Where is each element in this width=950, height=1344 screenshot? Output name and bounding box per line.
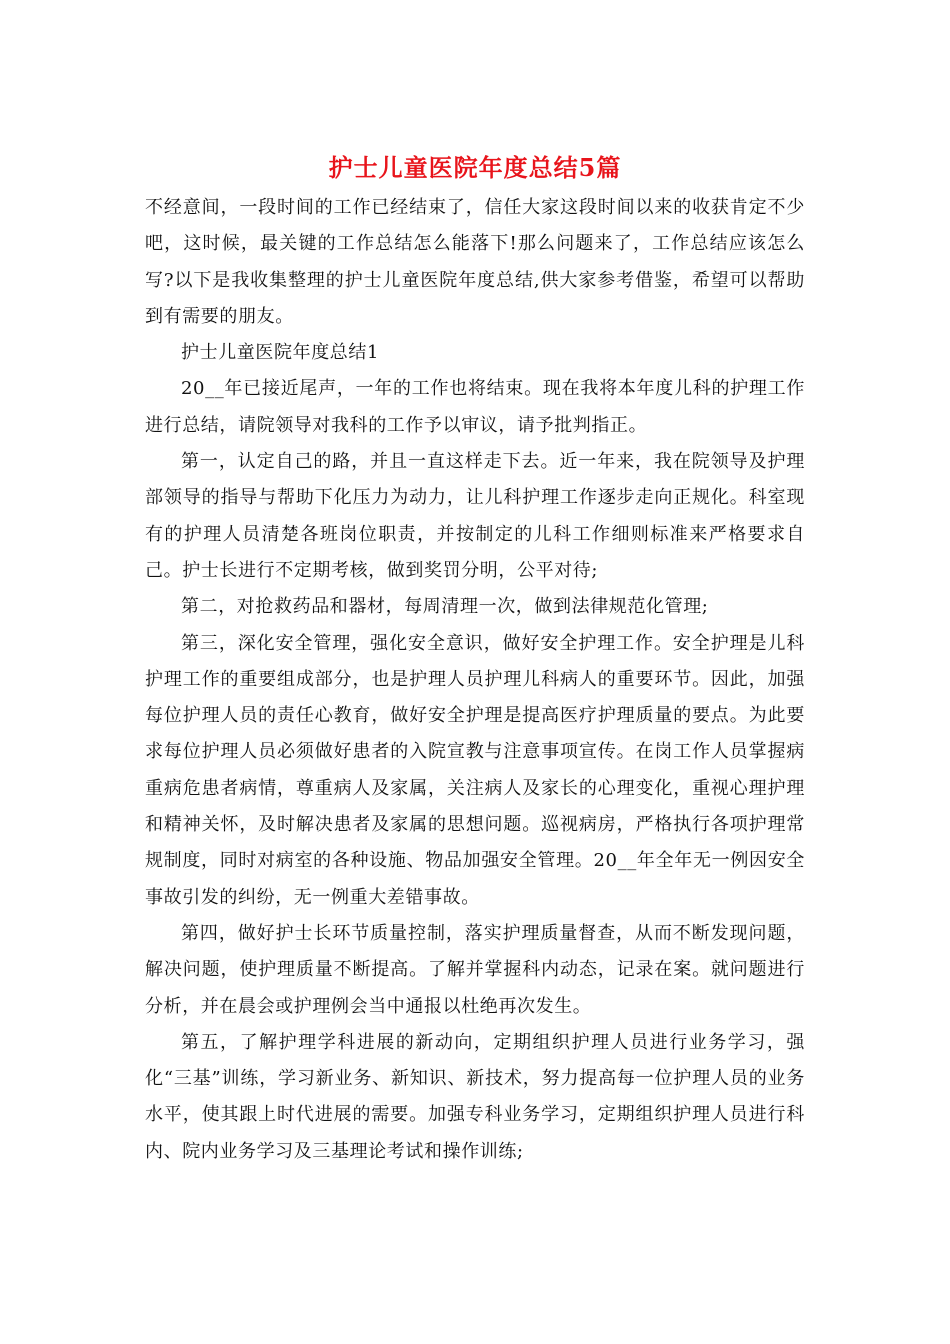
intro-paragraph: 不经意间，一段时间的工作已经结束了，信任大家这段时间以来的收获肯定不少吧，这时候，最关键的工作总结怎么能落下!那么问题来了，工作总结应该怎么写?以下是我收集整理的护士儿童医院年度总结,供大家参考借鉴，希望可以帮助到有需要的朋友。 — [145, 197, 805, 327]
paragraph-point-4: 第四，做好护士长环节质量控制，落实护理质量督查，从而不断发现问题，解决问题，使护理质量不断提高。了解并掌握科内动态，记录在案。就问题进行分析，并在晨会或护理例会当中通报以杜绝再次发生。 — [145, 922, 805, 1017]
section-heading-1: 护士儿童医院年度总结1 — [181, 342, 380, 364]
paragraph-overview: 20__年已接近尾声，一年的工作也将结束。现在我将本年度儿科的护理工作进行总结，请院领导对我科的工作予以审议，请予批判指正。 — [145, 378, 805, 436]
paragraph-point-3: 第三，深化安全管理，强化安全意识，做好安全护理工作。安全护理是儿科护理工作的重要组成部分，也是护理人员护理儿科病人的重要环节。因此，加强每位护理人员的责任心教育，做好安全护理是提高医疗护理质量的要点。为此要求每位护理人员必须做好患者的入院宣教与注意事项宣传。在岗工作人员掌握病重病危患者病情，尊重病人及家属，关注病人及家长的心理变化，重视心理护理和精神关怀，及时解决患者及家属的思想问题。巡视病房，严格执行各项护理常规制度，同时对病室的各种设施、物品加强安全管理。20__年全年无一例因安全事故引发的纠纷，无一例重大差错事故。 — [145, 632, 805, 908]
paragraph-point-5: 第五，了解护理学科进展的新动向，定期组织护理人员进行业务学习，强化“三基”训练，学习新业务、新知识、新技术，努力提高每一位护理人员的业务水平，使其跟上时代进展的需要。加强专科业务学习，定期组织护理人员进行科内、院内业务学习及三基理论考试和操作训练; — [145, 1031, 805, 1162]
document-page — [145, 150, 805, 1170]
paragraph-point-1: 第一，认定自己的路，并且一直这样走下去。近一年来，我在院领导及护理部领导的指导与帮助下化压力为动力，让儿科护理工作逐步走向正规化。科室现有的护理人员清楚各班岗位职责，并按制定的儿科工作细则标准来严格要求自己。护士长进行不定期考核，做到奖罚分明，公平对待; — [145, 451, 805, 581]
document-title: 护士儿童医院年度总结5篇 — [328, 153, 622, 182]
paragraph-point-2: 第二，对抢救药品和器材，每周清理一次，做到法律规范化管理; — [181, 596, 709, 618]
